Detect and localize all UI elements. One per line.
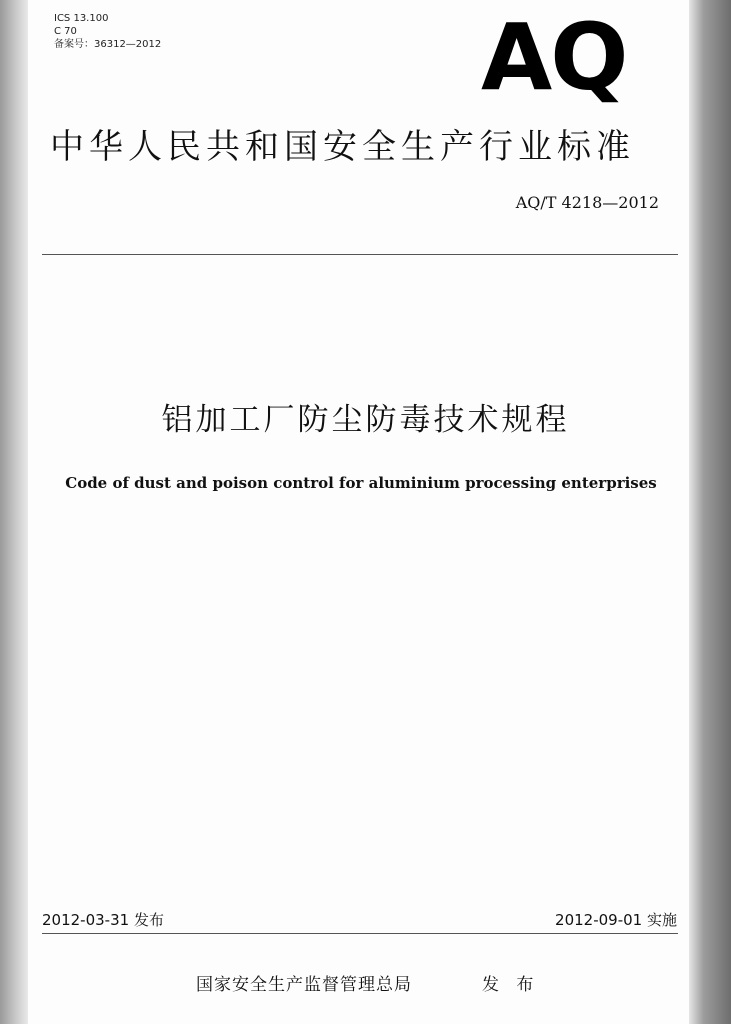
document-title-en: Code of dust and poison control for aluminium processing enterprises [65, 474, 657, 492]
filing-number: 备案号：36312—2012 [54, 39, 162, 50]
ics-code: ICS 13.100 [54, 13, 109, 24]
publish-label: 发 布 [482, 975, 540, 995]
classification-block [54, 12, 161, 51]
issue-date: 2012-03-31 发布 [42, 911, 164, 929]
standard-category: 中华人民共和国安全生产行业标准 [50, 127, 635, 167]
scan-right-edge [689, 0, 731, 1024]
scan-left-edge [0, 0, 28, 1024]
bottom-divider [42, 933, 678, 934]
implementation-date: 2012-09-01 实施 [555, 911, 677, 929]
aq-logo: AQ [481, 4, 627, 111]
standard-code: AQ/T 4218—2012 [515, 193, 659, 212]
publisher-name: 国家安全生产监督管理总局 [196, 975, 412, 995]
top-divider [42, 254, 678, 255]
document-title-cn: 铝加工厂防尘防毒技术规程 [161, 402, 570, 438]
ccs-code: C 70 [54, 26, 77, 37]
